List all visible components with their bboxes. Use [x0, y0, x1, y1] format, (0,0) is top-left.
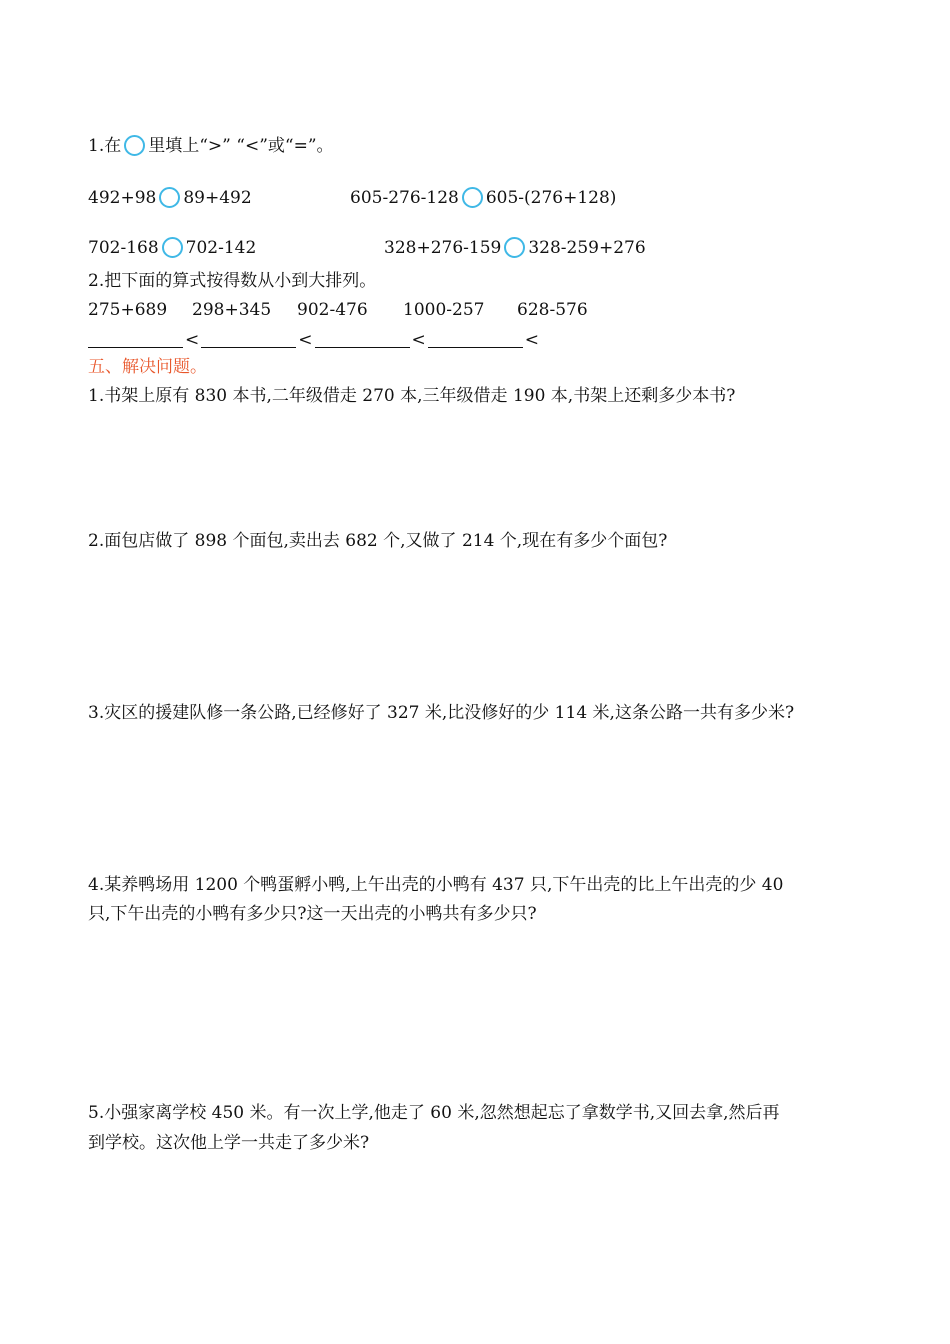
answer-blank[interactable] [201, 329, 296, 348]
comparison-right: 328-259+276 [528, 238, 646, 258]
less-than-sign: < [524, 330, 539, 350]
compare-instruction [88, 134, 334, 158]
comparison-3 [88, 236, 256, 260]
instruction-prefix: 1.在 [88, 136, 122, 156]
problem-5-line-1: 5.小强家离学校 450 米。有一次上学,他走了 60 米,忽然想起忘了拿数学书,又回去拿,然后再 [88, 1103, 780, 1123]
ordering-instruction: 2.把下面的算式按得数从小到大排列。 [88, 271, 377, 291]
less-than-sign: < [298, 330, 313, 350]
problem-4-line-2: 只,下午出壳的小鸭有多少只?这一天出壳的小鸭共有多少只? [88, 904, 537, 924]
answer-circle-icon[interactable] [162, 237, 183, 258]
comparison-left: 492+98 [88, 188, 157, 208]
less-than-sign: < [411, 330, 426, 350]
ordering-expression: 275+689 [88, 300, 168, 320]
problem-4-line-1: 4.某养鸭场用 1200 个鸭蛋孵小鸭,上午出壳的小鸭有 437 只,下午出壳的比上午出壳的少 40 [88, 875, 784, 895]
ordering-expression: 628-576 [517, 300, 588, 320]
answer-blank[interactable] [88, 329, 183, 348]
instruction-suffix: 里填上“>” “<”或“=”。 [148, 136, 334, 156]
ordering-expression: 298+345 [192, 300, 272, 320]
answer-blank[interactable] [315, 329, 410, 348]
answer-circle-icon [124, 135, 145, 156]
less-than-sign: < [185, 330, 200, 350]
comparison-left: 605-276-128 [350, 188, 459, 208]
comparison-left: 328+276-159 [384, 238, 502, 258]
problem-1: 1.书架上原有 830 本书,二年级借走 270 本,三年级借走 190 本,书架上还剩多少本书? [88, 386, 736, 406]
comparison-left: 702-168 [88, 238, 159, 258]
comparison-right: 89+492 [183, 188, 252, 208]
ordering-expression: 902-476 [297, 300, 368, 320]
answer-circle-icon[interactable] [504, 237, 525, 258]
comparison-2 [350, 186, 616, 210]
comparison-right: 605-(276+128) [485, 188, 617, 208]
comparison-1 [88, 186, 252, 210]
answer-circle-icon[interactable] [462, 187, 483, 208]
answer-circle-icon[interactable] [159, 187, 180, 208]
problem-2: 2.面包店做了 898 个面包,卖出去 682 个,又做了 214 个,现在有多少个面包? [88, 531, 668, 551]
problem-5-line-2: 到学校。这次他上学一共走了多少米? [88, 1133, 370, 1153]
ordering-expression: 1000-257 [403, 300, 485, 320]
comparison-4 [384, 236, 646, 260]
comparison-right: 702-142 [185, 238, 257, 258]
answer-blank[interactable] [428, 329, 523, 348]
section-heading: 五、解决问题。 [88, 357, 207, 377]
problem-3: 3.灾区的援建队修一条公路,已经修好了 327 米,比没修好的少 114 米,这条公路一共有多少米? [88, 703, 795, 723]
ordering-blanks [88, 328, 541, 352]
